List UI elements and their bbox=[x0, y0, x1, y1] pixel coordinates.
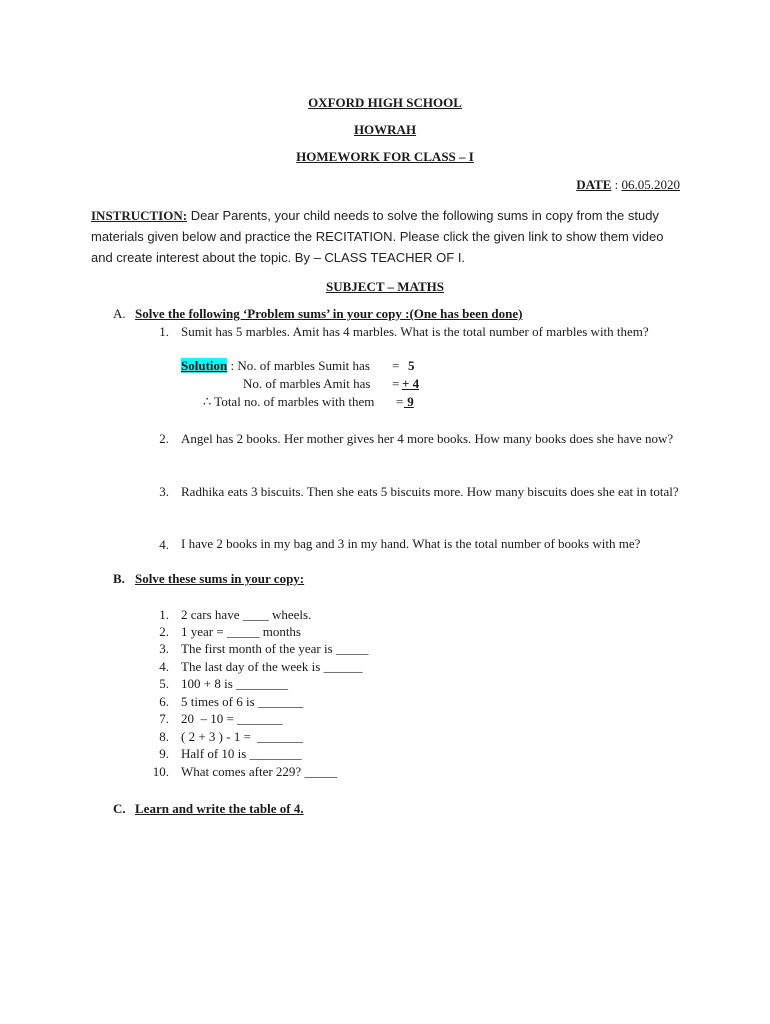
section-b-item: 1 year = _____ months bbox=[181, 624, 301, 639]
instruction-label: INSTRUCTION: bbox=[91, 208, 188, 223]
section-a-letter: A. bbox=[113, 306, 126, 321]
solution-eq-2: = bbox=[392, 376, 400, 391]
solution-line-1-text: : No. of marbles Sumit has bbox=[227, 358, 370, 373]
section-b-item-number: 1. bbox=[159, 607, 169, 622]
instruction-text: Dear Parents, your child needs to solve the following sums in copy from the study materials given below and practice the RECITATION. Please click the given link to show them video and create interest about the topic. By – CLASS TEACHER OF I. bbox=[91, 208, 664, 265]
solution-eq-3: = bbox=[396, 394, 404, 409]
section-b-item: 2 cars have ____ wheels. bbox=[181, 607, 312, 622]
section-b-letter: B. bbox=[113, 571, 125, 586]
section-a-item-3: Radhika eats 3 biscuits. Then she eats 5 biscuits more. How many biscuits does she eat in total? bbox=[181, 484, 679, 499]
section-b-item-number: 4. bbox=[159, 659, 169, 674]
school-city: HOWRAH bbox=[353, 122, 417, 137]
section-a-item-number: 3. bbox=[159, 484, 169, 499]
section-c-letter: C. bbox=[113, 801, 126, 816]
section-b-item: What comes after 229? _____ bbox=[181, 764, 337, 779]
date-label: DATE bbox=[576, 177, 612, 192]
section-b-item: The last day of the week is ______ bbox=[181, 659, 363, 674]
section-b-item-number: 3. bbox=[159, 641, 169, 656]
section-b-item: 20 – 10 = _______ bbox=[181, 711, 283, 726]
section-b-title: Solve these sums in your copy: bbox=[135, 571, 305, 586]
date-separator: : bbox=[611, 177, 622, 192]
solution-label: Solution bbox=[181, 358, 228, 373]
instruction-paragraph bbox=[91, 205, 681, 268]
section-a-item-number: 1. bbox=[159, 324, 169, 339]
section-b-item: ( 2 + 3 ) - 1 = _______ bbox=[181, 729, 303, 744]
solution-value-2: + 4 bbox=[402, 376, 420, 391]
section-b-item-number: 5. bbox=[159, 676, 169, 691]
section-b-item-number: 2. bbox=[159, 624, 169, 639]
solution-value-3: 9 bbox=[404, 394, 414, 409]
section-b-item-number: 9. bbox=[159, 746, 169, 761]
section-b-item-number: 6. bbox=[159, 694, 169, 709]
subject-heading: SUBJECT – MATHS bbox=[326, 279, 444, 294]
solution-line-1 bbox=[181, 358, 370, 374]
school-name: OXFORD HIGH SCHOOL bbox=[308, 95, 462, 110]
section-a-title: Solve the following ‘Problem sums’ in your copy :(One has been done) bbox=[135, 306, 523, 321]
section-a-item-4: I have 2 books in my bag and 3 in my hand. What is the total number of books with me? bbox=[181, 536, 641, 551]
solution-line-2: No. of marbles Amit has bbox=[243, 376, 371, 391]
solution-eq-1: = bbox=[392, 358, 400, 373]
section-b-item: Half of 10 is ________ bbox=[181, 746, 302, 761]
solution-value-1: 5 bbox=[408, 358, 415, 373]
section-a-item-number: 4. bbox=[159, 537, 169, 552]
section-b-item: 5 times of 6 is _______ bbox=[181, 694, 304, 709]
section-b-item-number: 8. bbox=[159, 729, 169, 744]
date-line bbox=[576, 177, 680, 193]
section-a-item-number: 2. bbox=[159, 431, 169, 446]
section-b-item-number: 7. bbox=[159, 711, 169, 726]
homework-title: HOMEWORK FOR CLASS – I bbox=[296, 149, 474, 164]
section-a-item-1: Sumit has 5 marbles. Amit has 4 marbles. What is the total number of marbles with them? bbox=[181, 324, 649, 339]
section-b-item: 100 + 8 is ________ bbox=[181, 676, 289, 691]
section-b-item: The first month of the year is _____ bbox=[181, 641, 369, 656]
solution-line-3: ∴ Total no. of marbles with them bbox=[203, 394, 375, 409]
section-a-item-2: Angel has 2 books. Her mother gives her 4 more books. How many books does she have now? bbox=[181, 431, 674, 446]
section-b-item-number: 10. bbox=[152, 764, 169, 779]
date-value: 06.05.2020 bbox=[621, 177, 680, 192]
section-c-title: Learn and write the table of 4. bbox=[135, 801, 304, 816]
